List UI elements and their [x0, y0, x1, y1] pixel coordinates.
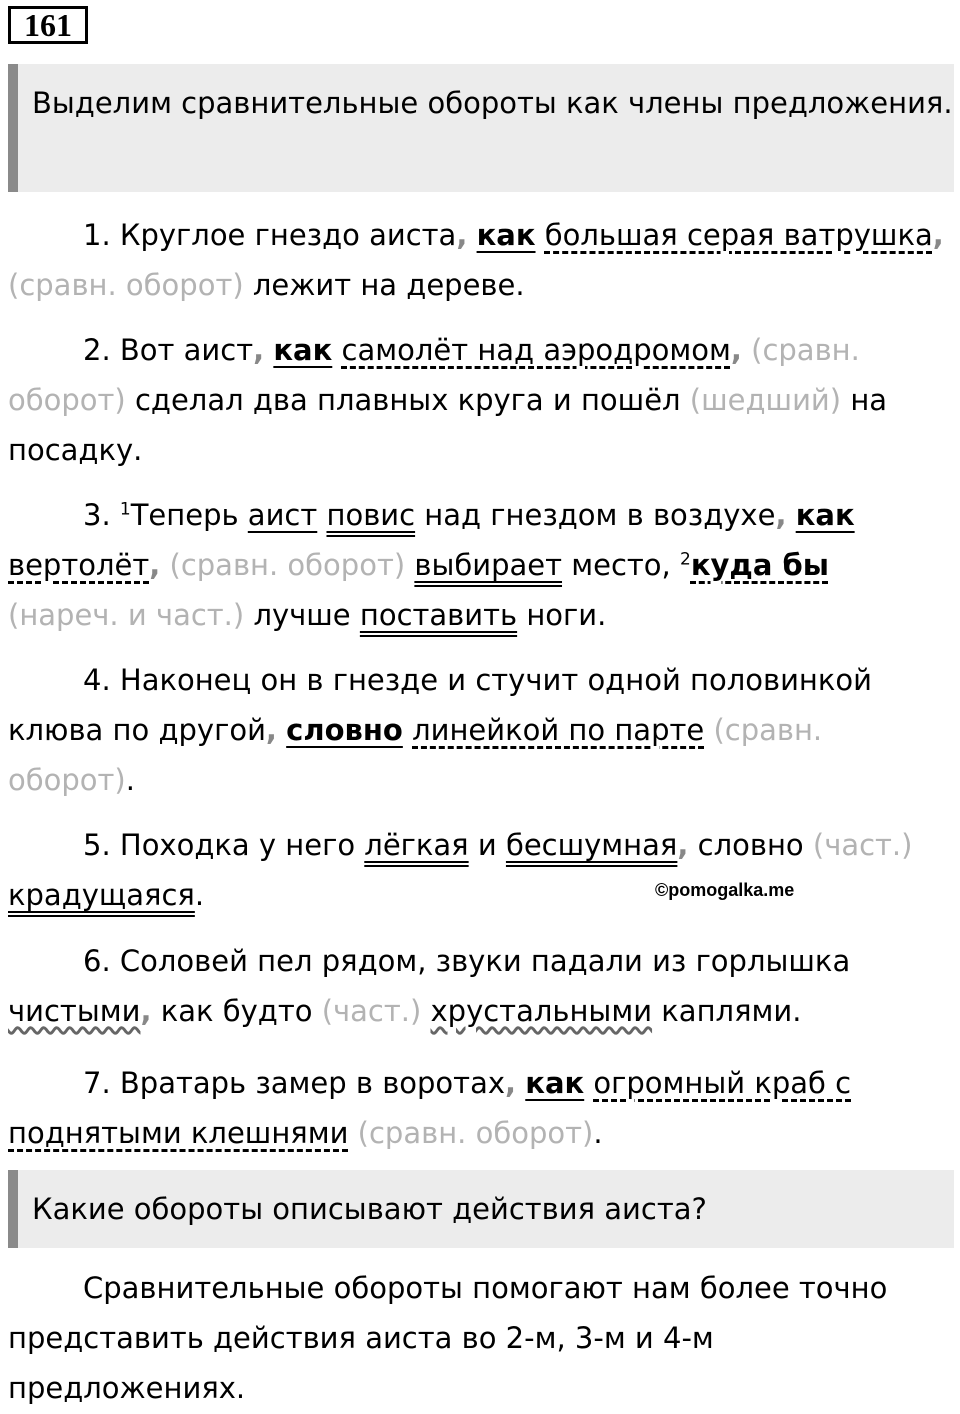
- s4-comparative-phrase: линейкой по парте: [412, 713, 705, 747]
- comma: ,: [456, 218, 468, 252]
- sentence-5: [8, 820, 948, 920]
- s4-period: .: [125, 763, 135, 797]
- task-prompt-2: [8, 1170, 954, 1248]
- s7-note: (сравн. оборот): [357, 1116, 594, 1150]
- s6-attribute-1: чистыми: [8, 994, 141, 1028]
- s5-text: 5. Походка у него: [83, 828, 356, 862]
- s2-comparative-phrase: самолёт над аэродромом: [341, 333, 731, 367]
- s1-text-end: лежит на дереве.: [252, 268, 525, 302]
- comma: ,: [775, 498, 787, 532]
- comma: ,: [730, 333, 742, 367]
- s6-text-end: каплями.: [661, 994, 802, 1028]
- s2-conjunction: как: [273, 333, 333, 367]
- sentence-6: [8, 936, 948, 1036]
- s4-conjunction: словно: [286, 713, 403, 747]
- s3-text-4: лучше: [253, 598, 351, 632]
- sentence-7: [8, 1058, 948, 1158]
- s4-text: 4. Наконец он в гнезде и стучит одной половинкой клюва по другой: [8, 663, 872, 747]
- s3-text-2: над гнездом в воздухе: [424, 498, 776, 532]
- exercise-number: 161: [8, 6, 88, 44]
- s1-comparative-phrase: большая серая ватрушка: [544, 218, 933, 252]
- s5-and: и: [477, 828, 497, 862]
- s7-text: 7. Вратарь замер в воротах: [83, 1066, 506, 1100]
- comma: ,: [932, 218, 944, 252]
- s5-predicate-2: бесшумная: [505, 828, 678, 862]
- answer-paragraph: [8, 1263, 948, 1413]
- comma: ,: [677, 828, 689, 862]
- s7-period: .: [593, 1116, 603, 1150]
- s6-text: 6. Соловей пел рядом, звуки падали из горлышка: [83, 944, 851, 978]
- s6-attribute-2: хрустальными: [430, 994, 653, 1028]
- s2-note: (сравн. оборот): [8, 333, 860, 417]
- s3-superscript-2: 2: [679, 549, 691, 570]
- s3-text: Теперь: [130, 498, 239, 532]
- s3-comparative-phrase: вертолёт: [8, 548, 150, 582]
- s2-note-2: (шедший): [689, 383, 842, 417]
- s3-note-2: (нареч. и част.): [8, 598, 245, 632]
- s5-particle: словно: [697, 828, 804, 862]
- s4-note: (сравн. оборот): [8, 713, 823, 797]
- s5-note: (част.): [812, 828, 913, 862]
- watermark: ©pomogalka.me: [655, 880, 795, 900]
- task-prompt-1-text: Выделим сравнительные обороты как члены предложения.: [32, 86, 953, 120]
- sentence-3: [8, 490, 948, 640]
- comma: ,: [149, 548, 161, 582]
- task-prompt-1: [8, 64, 954, 192]
- comma: ,: [265, 713, 277, 747]
- s3-text-3: место,: [571, 548, 671, 582]
- s1-note: (сравн. оборот): [8, 268, 244, 302]
- s3-subject: аист: [247, 498, 318, 532]
- s5-predicate-1: лёгкая: [364, 828, 469, 862]
- s6-note: (част.): [321, 994, 422, 1028]
- s3-note: (сравн. оборот): [169, 548, 406, 582]
- s5-period: .: [194, 878, 205, 912]
- s2-text-end: на посадку.: [8, 383, 888, 467]
- sentence-4: [8, 655, 948, 805]
- s7-conjunction: как: [525, 1066, 585, 1100]
- s3-predicate: повис: [326, 498, 416, 532]
- sentence-2: [8, 325, 948, 475]
- s3-superscript-1: 1: [119, 499, 131, 520]
- task-prompt-2-text: Какие обороты описывают действия аиста?: [32, 1192, 707, 1226]
- s3-number: 3.: [83, 498, 111, 532]
- s7-comparative-phrase: огромный краб с поднятыми клешнями: [8, 1066, 852, 1150]
- comma: ,: [253, 333, 265, 367]
- sentence-1: [8, 210, 948, 310]
- s5-predicate-3: крадущаяся: [8, 878, 195, 912]
- s3-verb: выбирает: [414, 548, 563, 582]
- s2-text: 2. Вот аист: [83, 333, 254, 367]
- s3-text-end: ноги.: [526, 598, 607, 632]
- answer-text: Сравнительные обороты помогают нам более точно представить действия аиста во 2-м, 3-м и 4-м предложениях.: [8, 1271, 888, 1405]
- s3-infinitive: поставить: [359, 598, 518, 632]
- s2-text-mid: сделал два плавных круга и пошёл: [134, 383, 681, 417]
- comma: ,: [140, 994, 152, 1028]
- s6-particle: как будто: [160, 994, 313, 1028]
- s3-conjunction: как: [795, 498, 855, 532]
- s3-adverb-particle: куда бы: [690, 548, 829, 582]
- s1-text: 1. Круглое гнездо аиста: [83, 218, 457, 252]
- s1-conjunction: как: [476, 218, 536, 252]
- comma: ,: [505, 1066, 517, 1100]
